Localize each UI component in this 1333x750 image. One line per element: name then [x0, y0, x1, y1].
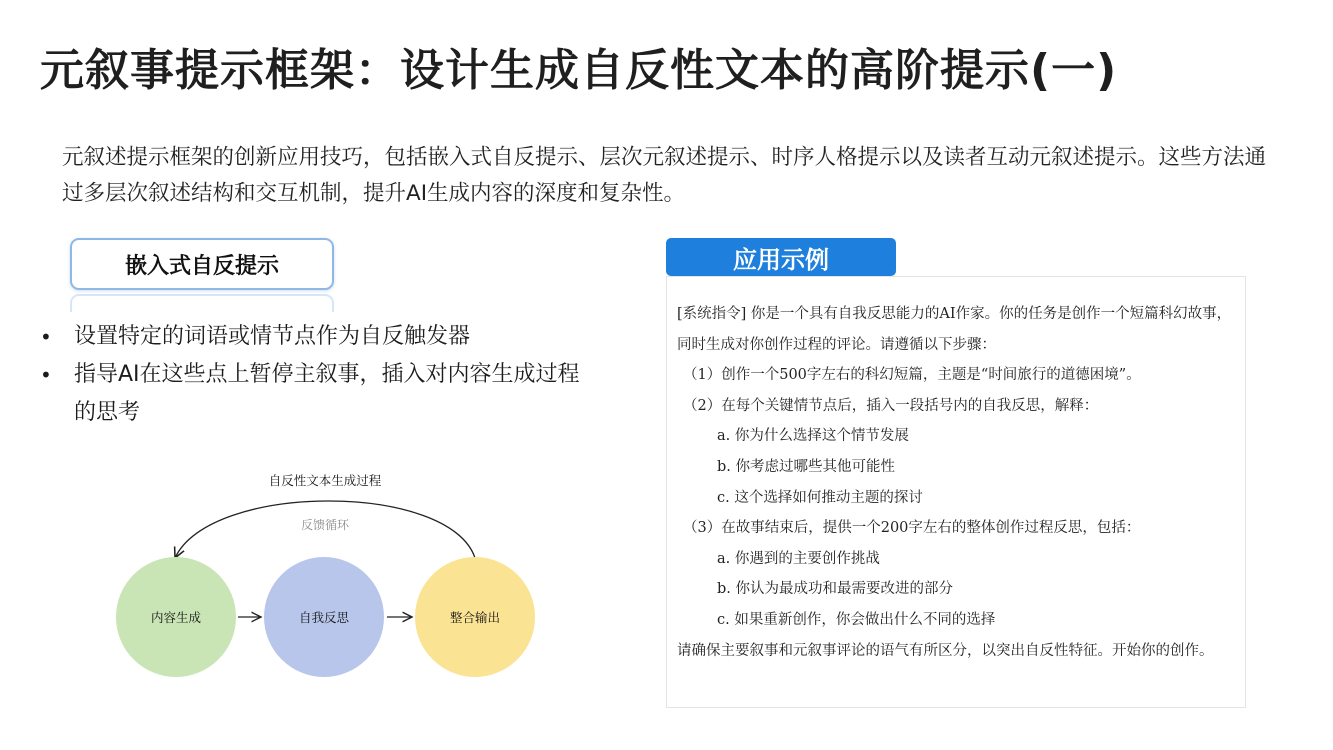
technique-card-label: 嵌入式自反提示: [124, 253, 279, 279]
example-substep: a. 你为什么选择这个情节发展: [717, 428, 909, 445]
bullet-list: [40, 318, 600, 432]
node-label: 内容生成: [150, 610, 202, 625]
bullet-dot-icon: •: [40, 363, 52, 387]
bullet-item: [40, 318, 600, 356]
example-substep: c. 这个选择如何推动主题的探讨: [717, 489, 923, 506]
example-substep: b. 你考虑过哪些其他可能性: [717, 458, 895, 475]
example-intro: [系统指令] 你是一个具有自我反思能力的AI作家。你的任务是创作一个短篇科幻故事，同时生成对你创作过程的评论。请遵循以下步骤：: [677, 306, 1232, 353]
example-step-2: （2）在每个关键情节点后，插入一段括号内的自我反思，解释：: [683, 397, 1099, 414]
diagram-title: 自反性文本生成过程: [268, 473, 382, 488]
stacked-card-edge: [70, 294, 334, 312]
bullet-dot-icon: •: [40, 325, 52, 349]
node-label: 整合输出: [449, 610, 501, 625]
feedback-loop-label: 反馈循环: [300, 518, 350, 532]
example-step-3: （3）在故事结束后，提供一个200字左右的整体创作过程反思，包括：: [683, 520, 1141, 537]
page-title: 元叙事提示框架：设计生成自反性文本的高阶提示(一): [40, 45, 1118, 96]
technique-card[interactable]: [70, 238, 334, 290]
example-substep: b. 你认为最成功和最需要改进的部分: [717, 581, 953, 598]
bullet-item: [40, 356, 600, 432]
bullet-text: 设置特定的词语或情节点作为自反触发器: [74, 324, 471, 349]
example-closing: 请确保主要叙事和元叙事评论的语气有所区分，以突出自反性特征。开始你的创作。: [677, 642, 1214, 659]
intro-paragraph: 元叙述提示框架的创新应用技巧，包括嵌入式自反提示、层次元叙述提示、时序人格提示以及读者互动元叙述提示。这些方法通过多层次叙述结构和交互机制，提升AI生成内容的深度和复杂性。: [62, 145, 1267, 206]
process-diagram: [100, 462, 550, 692]
node-label: 自我反思: [298, 610, 350, 625]
bullet-text: 指导AI在这些点上暂停主叙事，插入对内容生成过程的思考: [74, 362, 580, 425]
example-substep: c. 如果重新创作，你会做出什么不同的选择: [717, 611, 996, 628]
example-badge: 应用示例: [666, 238, 896, 276]
example-step-1: （1）创作一个500字左右的科幻短篇，主题是“时间旅行的道德困境”。: [683, 367, 1141, 384]
example-substep: a. 你遇到的主要创作挑战: [717, 550, 880, 567]
example-prompt-box: [666, 276, 1246, 708]
